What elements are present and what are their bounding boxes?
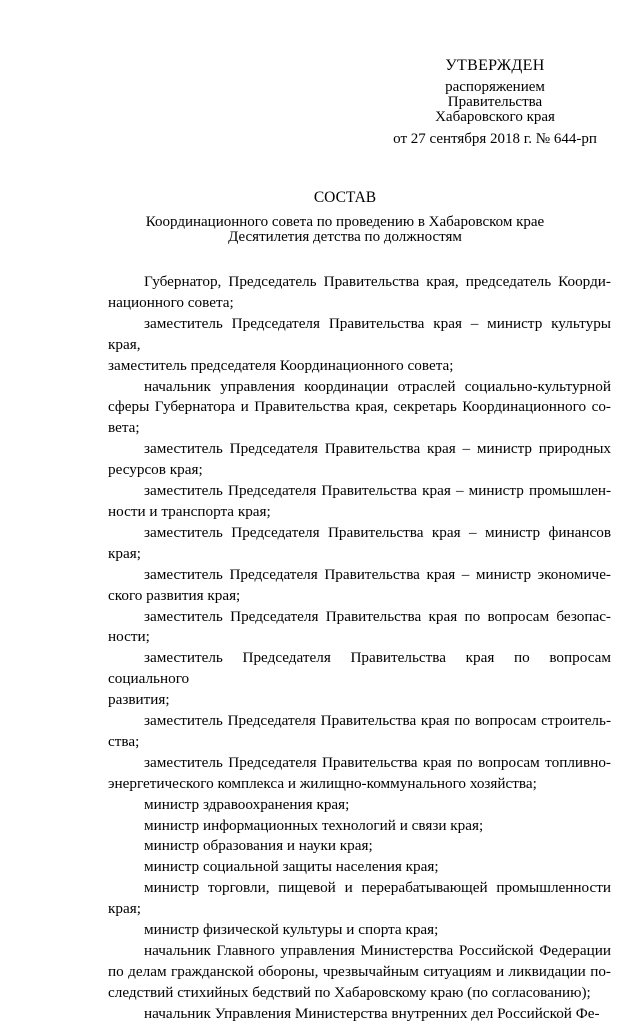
member-text: министр физической культуры и спорта края; [144, 921, 439, 939]
member-text-continued: ресурсов края; [108, 461, 203, 479]
approval-word: УТВЕРЖДЕН [445, 57, 545, 74]
member-item [108, 836, 611, 857]
member-item [108, 439, 611, 481]
approval-date: от 27 сентября 2018 г. № 644-рп [393, 131, 597, 147]
member-text-continued: ского развития края; [108, 586, 241, 604]
member-text-continued: сферы Губернатора и Правительства края, секретарь Координационного со- [108, 398, 611, 416]
title-heading: СОСТАВ [313, 189, 377, 206]
member-text: министр социальной защиты населения края; [144, 858, 439, 876]
member-text-continued: вета; [108, 419, 140, 437]
member-text: министр торговли, пищевой и перерабатывающей промышленности края; [108, 879, 611, 918]
member-item [108, 795, 611, 816]
approval-line-1: распоряжением [445, 79, 545, 95]
title-line-2: Десятилетия детства по должностям [228, 229, 462, 245]
approval-line-3: Хабаровского края [435, 109, 555, 125]
member-text: заместитель Председателя Правительства края – министр природных [144, 440, 611, 458]
member-item [108, 711, 611, 753]
member-text-continued: следствий стихийных бедствий по Хабаровскому краю (по согласованию); [108, 983, 591, 1001]
member-text: заместитель Председателя Правительства края – министр промышлен- [144, 482, 611, 500]
member-item [108, 753, 611, 795]
member-item [108, 941, 611, 1004]
member-text: заместитель Председателя Правительства края по вопросам социального [108, 649, 611, 688]
member-item [108, 878, 611, 920]
member-text-continued: ства; [108, 732, 140, 750]
member-item [108, 377, 611, 440]
title-line-1: Координационного совета по проведению в Хабаровском крае [145, 214, 545, 230]
members-list [108, 272, 611, 1025]
member-text-continued: национного совета; [108, 293, 234, 311]
member-text: заместитель Председателя Правительства края – министр культуры края, [108, 314, 611, 353]
member-text-continued: по делам гражданской обороны, чрезвычайным ситуациям и ликвидации по- [108, 962, 611, 980]
member-text: заместитель Председателя Правительства края по вопросам строитель- [144, 712, 611, 730]
member-item [108, 565, 611, 607]
member-text: заместитель Председателя Правительства края по вопросам топливно- [144, 753, 611, 771]
member-text: заместитель Председателя Правительства края – министр финансов края; [108, 523, 611, 562]
member-text: заместитель Председателя Правительства края – министр экономиче- [144, 565, 611, 583]
member-text: министр образования и науки края; [144, 837, 373, 855]
member-item [108, 607, 611, 649]
member-text-continued: энергетического комплекса и жилищно-коммунального хозяйства; [108, 774, 537, 792]
member-text: Губернатор, Председатель Правительства края, председатель Коорди- [144, 273, 611, 290]
member-text-continued: заместитель председателя Координационного совета; [108, 356, 454, 374]
member-item [108, 816, 611, 837]
member-text-continued: развития; [108, 691, 170, 709]
member-item [108, 648, 611, 711]
member-item [108, 314, 611, 377]
member-text: начальник управления координации отраслей социально-культурной [144, 377, 611, 395]
approval-line-2: Правительства [447, 94, 543, 110]
member-text: заместитель Председателя Правительства края по вопросам безопас- [144, 607, 611, 625]
member-text: министр здравоохранения края; [144, 795, 350, 813]
member-text: начальник Управления Министерства внутренних дел Российской Фе- [144, 1004, 600, 1022]
member-text-continued: ности и транспорта края; [108, 502, 271, 520]
member-item [108, 481, 611, 523]
member-item [108, 1004, 611, 1025]
member-text: министр информационных технологий и связи края; [144, 816, 484, 834]
member-item [108, 523, 611, 565]
member-item [108, 920, 611, 941]
member-text: начальник Главного управления Министерства Российской Федерации [144, 942, 611, 959]
approval-stamp [380, 56, 610, 148]
member-item [108, 857, 611, 878]
document-title [100, 188, 590, 245]
member-text-continued: ности; [108, 628, 150, 646]
member-item [108, 272, 611, 314]
